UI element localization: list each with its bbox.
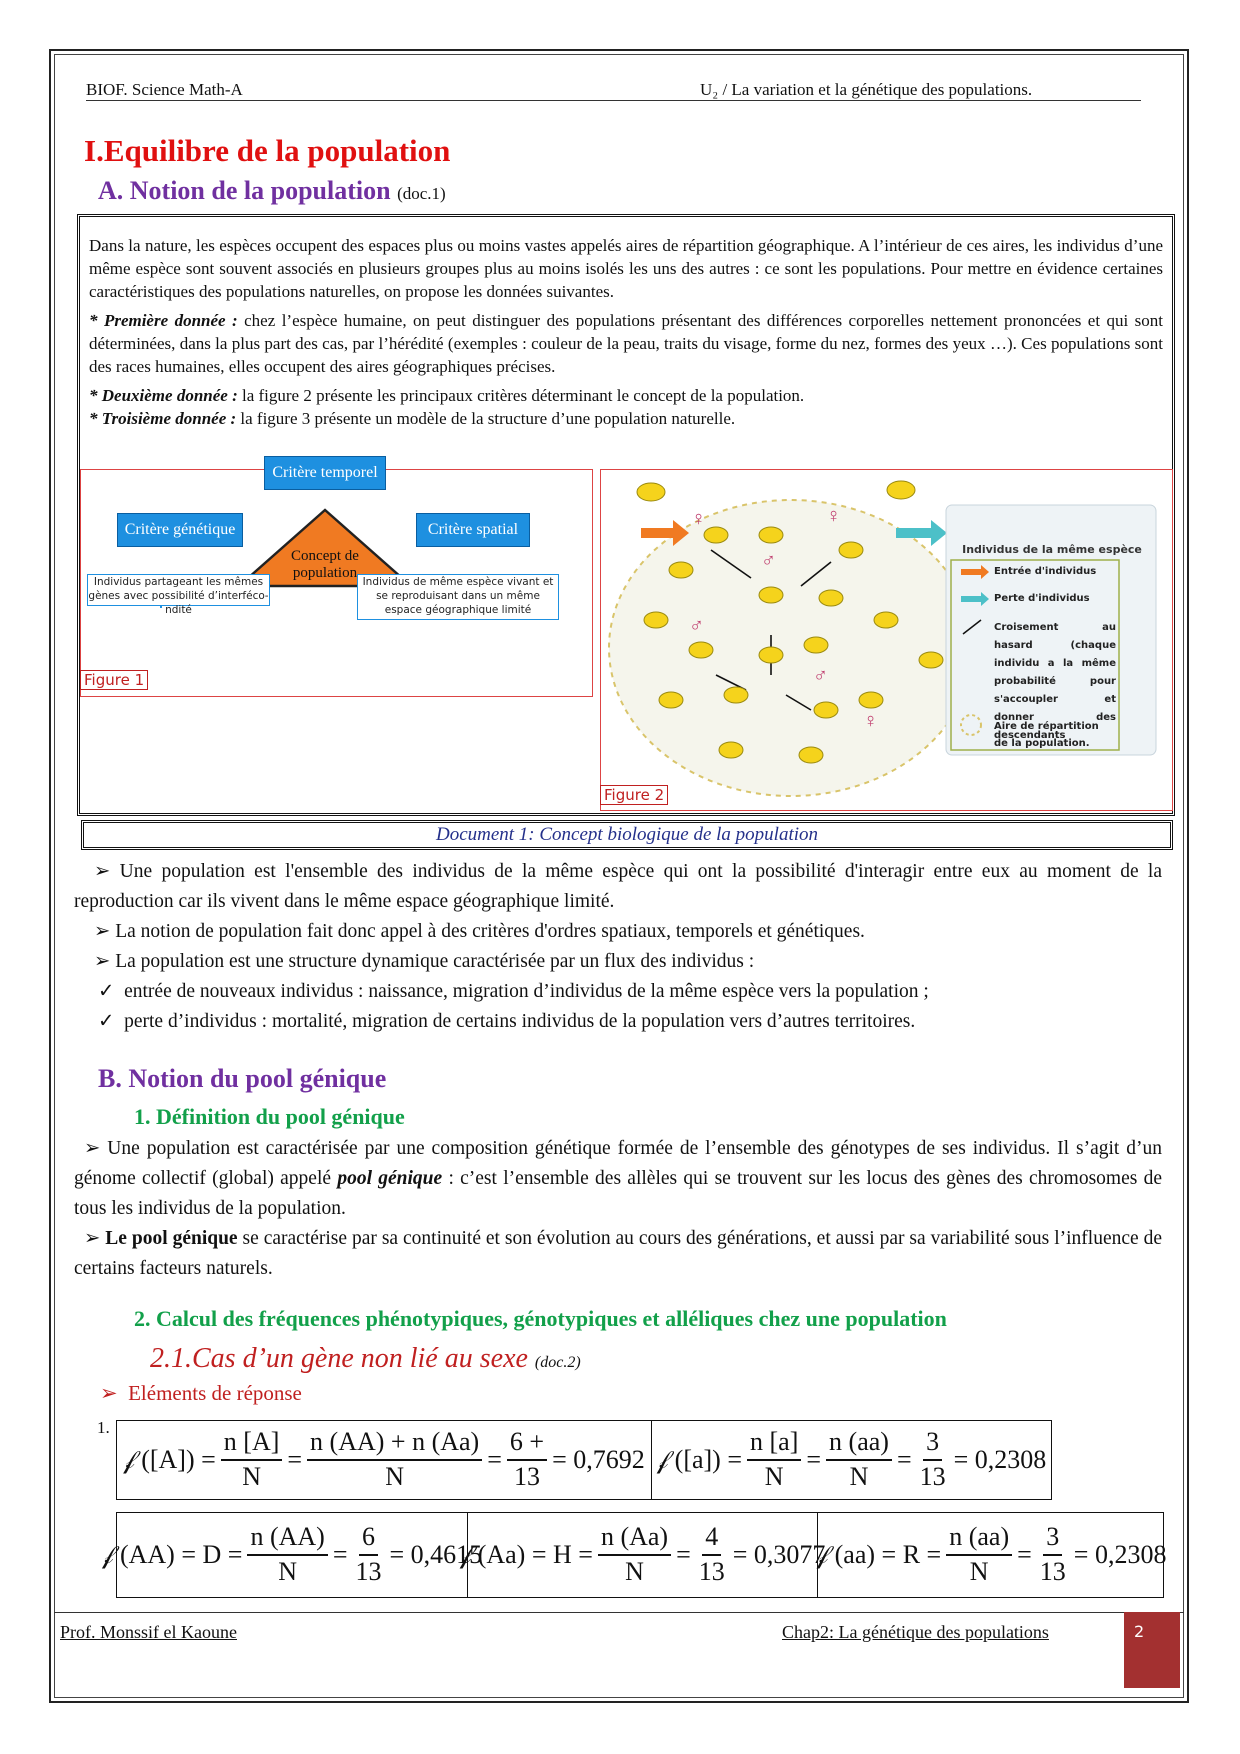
temporal-criterion: Critère temporel	[264, 456, 386, 490]
footer-rule	[54, 1612, 1184, 1613]
subsection-b1-title: 1. Définition du pool génique	[134, 1104, 405, 1129]
bird-icon	[804, 637, 828, 653]
bird-icon	[719, 742, 743, 758]
bird-icon	[759, 527, 783, 543]
subsection-b21-title: 2.1.Cas d’un gène non lié au sexe (doc.2)	[150, 1343, 581, 1374]
formula-fAA: 𝒻 (AA) = D = $\frac{n (AA)}{N}$ = $\frac{6}{13}$ = 0,4615	[117, 1513, 468, 1597]
bird-icon	[724, 687, 748, 703]
footer-author: Prof. Monssif el Kaoune	[60, 1622, 237, 1642]
female-symbol: ♀	[826, 505, 841, 527]
header-left: BIOF. Science Math-A	[86, 80, 243, 99]
bird-icon	[704, 527, 728, 543]
genetic-criterion: Critère génétique	[117, 513, 243, 547]
distribution-area	[609, 500, 973, 796]
bird-icon	[859, 692, 883, 708]
legend-title: Individus de la même espèce	[962, 543, 1142, 556]
check-loss: ✓ perte d’individus : mortalité, migration de certains individus de la population vers d’autres territoires.	[98, 1011, 916, 1032]
formula-fA: 𝒻 ([A]) = $\frac{n [A]}{N}$ = $\frac{n (AA) + n (Aa)}{N}$ = $\frac{6 +}{13}$ = 0,7692	[117, 1421, 652, 1499]
bird-icon	[669, 562, 693, 578]
header-right: U₂ / La variation et la génétique des populations.	[700, 80, 1033, 99]
male-symbol: ♂	[813, 665, 828, 687]
bullet-population-definition: ➢ Une population est l'ensemble des individus de la même espèce qui ont la possibilité d'interagir entre eux au moment de la reproduction car ils vivent dans le même espace géographique limité.	[74, 861, 1162, 912]
figure-2-label: Figure 2	[600, 785, 668, 805]
bird-icon	[759, 647, 783, 663]
figure-1-label: Figure 1	[80, 670, 148, 690]
legend-area: Aire de répartition de la population.	[994, 721, 1099, 749]
document-1-caption: Document 1: Concept biologique de la population	[81, 820, 1173, 850]
genetic-description: Individus partageant les mêmes gènes avec possibilité d’interfécondité	[88, 576, 269, 616]
subsection-b21-ref: (doc.2)	[534, 1354, 581, 1371]
bird-icon	[814, 702, 838, 718]
arrow-bullet-icon: ➢	[94, 861, 120, 882]
doc-intro: Dans la nature, les espèces occupent des espaces plus ou moins vastes appelés aires de répartition géographique. A l’intérieur de ces aires, les individus d’une même espèce sont souvent associés en plusieurs groupes plus au moins isolés les uns des autres : ce sont les populations. Pour mettre en évidence certaines caractéristiques des populations naturelles, on propose les données suivantes.	[89, 236, 1163, 301]
bird-icon	[919, 652, 943, 668]
check-icon: ✓	[98, 981, 120, 1002]
bird-icon	[659, 692, 683, 708]
subsection-a-label: A. Notion de la population	[98, 176, 391, 205]
subsection-b-title: B. Notion du pool génique	[98, 1064, 387, 1093]
phenotype-frequency-table	[116, 1420, 1052, 1500]
bird-icon	[819, 590, 843, 606]
spatial-criterion: Critère spatial	[416, 513, 530, 547]
bullet-dynamic: ➢ La population est une structure dynamique caractérisée par un flux des individus :	[94, 951, 755, 972]
bird-icon	[874, 612, 898, 628]
pool-definition: ➢ Une population est caractérisée par une composition génétique formée de l’ensemble des génotypes de ses individus. Il s’agit d’un génome collectif (global) appelé pool génique : c’est l’ensemble des allèles qui se trouvent sur les locus des gènes des chromosomes de tous les individus de la population.	[74, 1138, 1162, 1219]
page-number: 2	[1134, 1622, 1145, 1641]
section-title: I.Equilibre de la population	[84, 133, 451, 168]
bird-icon	[637, 483, 665, 501]
doc-data-1: * Première donnée : chez l’espèce humaine, on peut distinguer des populations présentant des différences corporelles nettement prononcées et qui sont déterminées, dans la plus part des cas, par l’hérédité (exemples : couleur de la peau, traits du visage, forme du nez, formes des yeux …). Ces populations sont des races humaines, elles occupent des aires géographiques précises.	[89, 311, 1164, 376]
doc-data-3: * Troisième donnée : la figure 3 présente un modèle de la structure d’une population naturelle.	[89, 409, 736, 428]
arrow-bullet-icon: ➢	[84, 1228, 106, 1249]
subsection-a-ref: (doc.1)	[397, 184, 446, 203]
item-number: 1.	[97, 1418, 110, 1437]
legend-loss: Perte d'individus	[994, 593, 1090, 604]
doc-data-2: * Deuxième donnée : la figure 2 présente les principaux critères déterminant le concept de la population.	[89, 386, 805, 405]
subsection-a-title	[98, 176, 446, 206]
concept-label: Concept de population	[291, 548, 359, 581]
arrow-bullet-icon: ➢	[100, 1381, 129, 1405]
bird-icon	[644, 612, 668, 628]
figure-1	[80, 464, 593, 697]
formula-fa: 𝒻 ([a]) = $\frac{n [a]}{N}$ = $\frac{n (aa)}{N}$ = $\frac{3}{13}$ = 0,2308	[656, 1427, 1047, 1491]
female-symbol: ♀	[691, 508, 706, 530]
arrow-bullet-icon: ➢	[94, 951, 116, 972]
bird-icon	[689, 642, 713, 658]
bird-icon	[887, 481, 915, 499]
pool-continuity: ➢ Le pool génique se caractérise par sa continuité et son évolution au cours des générations, et aussi par sa variabilité sous l’influence de certains facteurs naturels.	[74, 1228, 1162, 1279]
page-number-box	[1124, 1612, 1180, 1688]
footer-chapter: Chap2: La génétique des populations	[782, 1622, 1049, 1642]
document-1-text	[89, 234, 1163, 436]
female-symbol: ♀	[863, 710, 878, 732]
figure-2	[600, 469, 1173, 811]
genotype-frequency-table	[101, 1512, 1167, 1598]
check-entry: ✓ entrée de nouveaux individus : naissance, migration d’individus de la même espèce vers la population ;	[98, 981, 929, 1002]
bird-icon	[759, 587, 783, 603]
check-icon: ✓	[98, 1011, 120, 1032]
answers-heading: ➢ Eléments de réponse	[100, 1381, 302, 1405]
formula-fAa: 𝒻 (Aa) = H = $\frac{n (Aa)}{N}$ = $\frac{4}{13}$ = 0,3077	[468, 1513, 818, 1597]
male-symbol: ♂	[689, 615, 704, 637]
bird-icon	[839, 542, 863, 558]
subsection-b2-title: 2. Calcul des fréquences phénotypiques, génotypiques et alléliques chez une population	[134, 1306, 947, 1331]
legend-cross: Croisement au hasard (chaque individu a la même probabilité pour s'accoupler et donner des descendants	[994, 622, 1116, 741]
spatial-description: Individus de même espèce vivant et se reproduisant dans un même espace géographique limité	[357, 574, 559, 620]
header-rule	[86, 100, 1141, 101]
male-symbol: ♂	[761, 550, 776, 572]
legend-entry: Entrée d'individus	[994, 566, 1097, 577]
bird-icon	[799, 747, 823, 763]
formula-faa: 𝒻 (aa) = R = $\frac{n (aa)}{N}$ = $\frac{3}{13}$ = 0,2308	[816, 1522, 1167, 1586]
bullet-criteria: ➢ La notion de population fait donc appel à des critères d'ordres spatiaux, temporels et génétiques.	[94, 921, 865, 942]
arrow-bullet-icon: ➢	[94, 921, 116, 942]
arrow-bullet-icon: ➢	[84, 1138, 108, 1159]
